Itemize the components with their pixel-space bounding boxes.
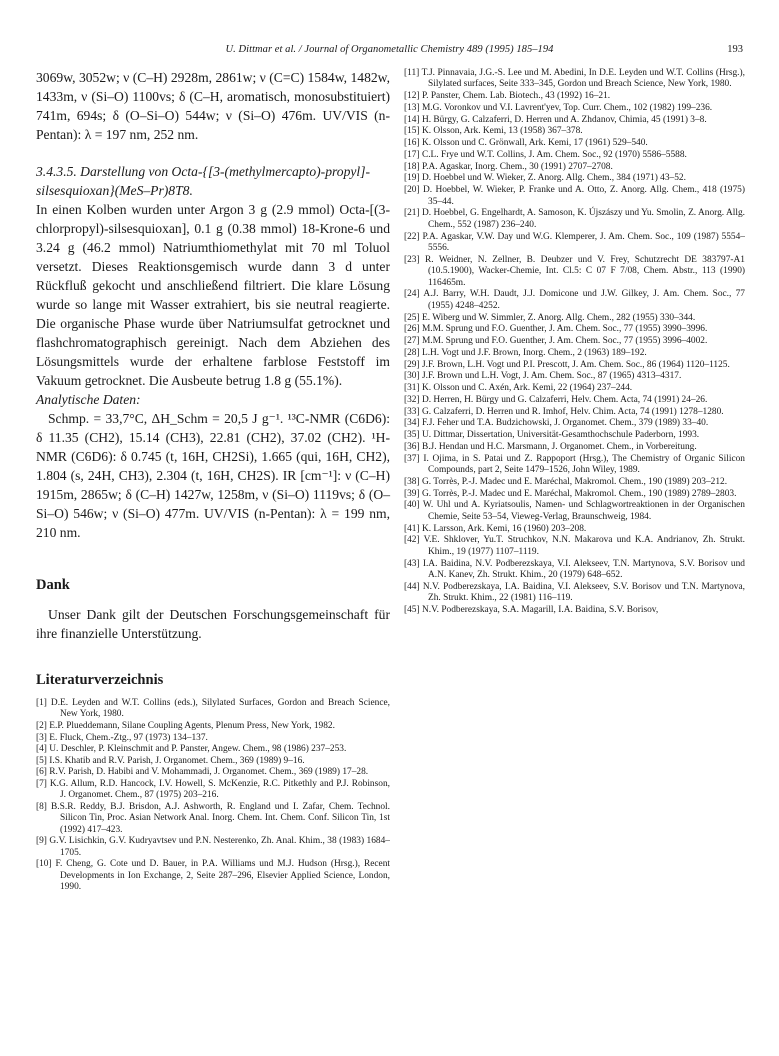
reference-item: [11] T.J. Pinnavaia, J.G.-S. Lee und M. Abedini, In D.E. Leyden und W.T. Collins (Hrsg.), Silylated surfaces, Seite 333–345, Gordon und Breach Science, New York, 1980. — [404, 68, 745, 90]
reference-item: [23] R. Weidner, N. Zellner, B. Deubzer und V. Frey, Schutzrecht DE 383797-A1 (10.5.1900), Wacker-Chemie, Int. Cl.5: C 07 F 7/08, Chem. Abstr., 113 (1990) 116465m. — [404, 254, 745, 288]
reference-item: [21] D. Hoebbel, G. Engelhardt, A. Samoson, K. Újszászy und Yu. Smolin, Z. Anorg. Allg. Chem., 552 (1987) 236–240. — [404, 208, 745, 230]
procedure-paragraph: In einen Kolben wurden unter Argon 3 g (2.9 mmol) Octa-[(3-chlorpropyl)-silsesquioxan], 0.1 g (0.38 mmol) 18-Krone-6 und 3.24 g (46.2 mmol) Natriumthiomethylat mit 70 ml Toluol versetzt. Dieses Reaktionsgemisch wurde dann 3 d unter Rückfluß gekocht und anschließend filtriert. Die klare Lösung wurde so lange mit Wasser extrahiert, bis sie neutral reagierte. Die organische Phase wurde über Natriumsulfat getrocknet und flashchromatographisch gereinigt. Nach dem Abziehen des Lösungsmittels wurde der erhaltene farblose Feststoff im Vakuum getrocknet. Die Ausbeute betrug 1.8 g (55.1%). — [36, 202, 390, 388]
reference-item: [26] M.M. Sprung und F.O. Guenther, J. Am. Chem. Soc., 77 (1955) 3990–3996. — [404, 324, 708, 335]
reference-item: [2] E.P. Plueddemann, Silane Coupling Agents, Plenum Press, New York, 1982. — [36, 721, 335, 731]
reference-item: [7] K.G. Allum, R.D. Hancock, I.V. Howell, S. McKenzie, R.C. Pitkethly and P.J. Robinson, J. Organomet. Chem., 87 (1975) 203–216. — [36, 778, 390, 801]
reference-item: [34] F.J. Feher und T.A. Budzichowski, J. Organomet. Chem., 379 (1989) 33–40. — [404, 418, 709, 429]
reference-item: [39] G. Torrès, P.-J. Madec und E. Maréchal, Makromol. Chem., 190 (1989) 2789–2803. — [404, 488, 737, 499]
reference-item: [25] E. Wiberg und W. Simmler, Z. Anorg. Allg. Chem., 282 (1955) 330–344. — [404, 312, 696, 323]
acknowledgement-text: Unser Dank gilt der Deutschen Forschungsgemeinschaft für ihre finanzielle Unterstützung. — [36, 607, 390, 641]
reference-item: [17] C.L. Frye und W.T. Collins, J. Am. Chem. Soc., 92 (1970) 5586–5588. — [404, 149, 687, 160]
reference-list-left — [36, 698, 390, 894]
reference-item: [8] B.S.R. Reddy, B.J. Brisdon, A.J. Ashworth, R. England und I. Zafar, Chem. Technol. Silicon Tin, Proc. Asian Network Anal. Inorg. Chem. Int. Chem. Conf. Silicon Tin, 1st (1992) 417–423. — [36, 801, 390, 835]
ir-data-paragraph: 3069w, 3052w; ν (C–H) 2928m, 2861w; ν (C=C) 1584w, 1482w, 1433m, ν (Si–O) 1100vs; δ (C–H, aromatisch, monosubstituiert) 741m, 694s; δ (O–Si–O) 544w; ν (Si–O) 476m. UV/VIS (n-Pentan): λ = 197 nm, 252 nm. — [36, 70, 390, 142]
reference-item: [32] D. Herren, H. Bürgy und G. Calzaferri, Helv. Chem. Acta, 74 (1991) 24–26. — [404, 394, 708, 405]
reference-item: [42] V.E. Shklover, Yu.T. Struchkov, N.N. Makarova und K.A. Andrianov, Zh. Strukt. Khim., 19 (1977) 1107–1119. — [404, 535, 745, 557]
reference-item: [30] J.F. Brown und L.H. Vogt, J. Am. Chem. Soc., 87 (1965) 4313–4317. — [404, 371, 682, 382]
reference-item: [38] G. Torrès, P.-J. Madec und E. Maréchal, Makromol. Chem., 190 (1989) 203–212. — [404, 476, 728, 487]
reference-item: [28] L.H. Vogt und J.F. Brown, Inorg. Chem., 2 (1963) 189–192. — [404, 347, 647, 358]
reference-item: [29] J.F. Brown, L.H. Vogt und P.I. Prescott, J. Am. Chem. Soc., 86 (1964) 1120–1125. — [404, 359, 730, 370]
reference-list-right — [404, 68, 745, 616]
procedure-subheading: 3.4.3.5. Darstellung von Octa-{[3-(methylmercapto)-propyl]-silsesquioxan}(MeS–Pr)8T8. — [36, 164, 371, 198]
left-column — [36, 68, 390, 894]
reference-item: [36] B.J. Hendan und H.C. Marsmann, J. Organomet. Chem., in Vorbereitung. — [404, 441, 697, 452]
references-title: Literaturverzeichnis — [36, 672, 164, 688]
reference-item: [44] N.V. Podberezskaya, I.A. Baidina, V.I. Alekseev, S.V. Borisov und T.N. Martynova, Zh. Strukt. Khim., 22 (1981) 116–119. — [404, 581, 745, 604]
reference-item: [19] D. Hoebbel und W. Wieker, Z. Anorg. Allg. Chem., 384 (1971) 43–52. — [404, 173, 686, 184]
reference-item: [41] K. Larsson, Ark. Kemi, 16 (1960) 203–208. — [404, 523, 587, 534]
reference-item: [43] I.A. Baidina, N.V. Podberezskaya, V.I. Alekseev, T.N. Martynova, S.V. Borisov und A.N. Kanev, Zh. Strukt. Khim., 20 (1979) 648–652. — [404, 558, 745, 580]
page-number: 193 — [727, 44, 743, 55]
page-header — [36, 44, 743, 58]
reference-item: [15] K. Olsson, Ark. Kemi, 13 (1958) 367–378. — [404, 126, 583, 137]
reference-item: [4] U. Deschler, P. Kleinschmit and P. Panster, Angew. Chem., 98 (1986) 237–253. — [36, 744, 347, 755]
reference-item: [18] P.A. Agaskar, Inorg. Chem., 30 (1991) 2707–2708. — [404, 161, 613, 172]
reference-item: [13] M.G. Voronkov und V.I. Lavrent'yev, Top. Curr. Chem., 102 (1982) 199–236. — [404, 102, 713, 113]
reference-item: [5] I.S. Khatib and R.V. Parish, J. Organomet. Chem., 369 (1989) 9–16. — [36, 755, 305, 766]
reference-item: [22] P.A. Agaskar, V.W. Day und W.G. Klemperer, J. Am. Chem. Soc., 109 (1987) 5554–5556. — [404, 231, 745, 254]
right-column — [404, 68, 745, 617]
reference-item: [14] H. Bürgy, G. Calzaferri, D. Herren und A. Zhdanov, Chimia, 45 (1991) 3–8. — [404, 114, 707, 125]
reference-item: [6] R.V. Parish, D. Habibi and V. Mohammadi, J. Organomet. Chem., 369 (1989) 17–28. — [36, 767, 369, 778]
reference-item: [24] A.J. Barry, W.H. Daudt, J.J. Domicone und J.W. Gilkey, J. Am. Chem. Soc., 77 (1955) 4248–4252. — [404, 289, 745, 311]
reference-item: [27] M.M. Sprung und F.O. Guenther, J. Am. Chem. Soc., 77 (1955) 3996–4002. — [404, 336, 708, 347]
reference-item: [45] N.V. Podberezskaya, S.A. Magarill, I.A. Baidina, S.V. Borisov, — [404, 604, 659, 615]
reference-item: [10] F. Cheng, G. Cote und D. Bauer, in P.A. Williams und M.J. Hudson (Hrsg.), Recent Developments in Ion Exchange, 2, Seite 287–296, Elsevier Applied Science, London, 1990. — [36, 859, 390, 893]
reference-item: [3] E. Fluck, Chem.-Ztg., 97 (1973) 134–137. — [36, 732, 208, 743]
reference-item: [20] D. Hoebbel, W. Wieker, P. Franke und A. Otto, Z. Anorg. Allg. Chem., 418 (1975) 35–44. — [404, 185, 745, 207]
analytic-data-paragraph: Schmp. = 33,7°C, ΔH_Schm = 20,5 J g⁻¹. ¹³C-NMR (C6D6): δ 11.35 (CH2), 15.14 (CH3), 22.81 (CH2), 37.02 (CH2). ¹H-NMR (C6D6): δ 0.745 (t, 16H, CH2Si), 1.665 (qui, 16H, CH2), 1.804 (s, 24H, CH3), 2.304 (t, 16H, CH2S). IR [cm⁻¹]: ν (C–H) 1915m, 2865w; δ (C–H) 1427w, 1258m, ν (Si–O) 1119vs; δ (O–Si–O) 546w; ν (Si–O) 477m. UV/VIS (n-Pentan): λ = 199 nm, 210 nm. — [36, 411, 390, 540]
reference-item: [35] U. Dittmar, Dissertation, Universität-Gesamthochschule Paderborn, 1993. — [404, 430, 700, 441]
reference-item: [37] I. Ojima, in S. Patai und Z. Rappoport (Hrsg.), The Chemistry of Organic Silicon Compounds, part 2, Seite 1479–1526, John Wiley, 1989. — [404, 453, 745, 476]
reference-item: [16] K. Olsson und C. Grönwall, Ark. Kemi, 17 (1961) 529–540. — [404, 138, 648, 149]
reference-item: [33] G. Calzaferri, D. Herren und R. Imhof, Helv. Chim. Acta, 74 (1991) 1278–1280. — [404, 406, 724, 417]
reference-item: [40] W. Uhl und A. Kyriatsoulis, Namen- und Schlagwortreaktionen in der Organischen Chemie, Seite 53–54, Vieweg-Verlag, Braunschweig, 1984. — [404, 500, 745, 522]
running-head: U. Dittmar et al. / Journal of Organometallic Chemistry 489 (1995) 185–194 — [225, 44, 554, 55]
analytic-data-label: Analytische Daten: — [36, 392, 141, 407]
reference-item: [31] K. Olsson und C. Axén, Ark. Kemi, 22 (1964) 237–244. — [404, 383, 633, 394]
reference-item: [9] G.V. Lisichkin, G.V. Kudryavtsev und P.N. Nesterenko, Zh. Anal. Khim., 38 (1983) 1684–1705. — [36, 836, 390, 858]
reference-item: [12] P. Panster, Chem. Lab. Biotech., 43 (1992) 16–21. — [404, 91, 611, 102]
reference-item: [1] D.E. Leyden and W.T. Collins (eds.), Silylated Surfaces, Gordon and Breach Science, New York, 1980. — [36, 698, 390, 720]
acknowledgement-title: Dank — [36, 577, 70, 593]
